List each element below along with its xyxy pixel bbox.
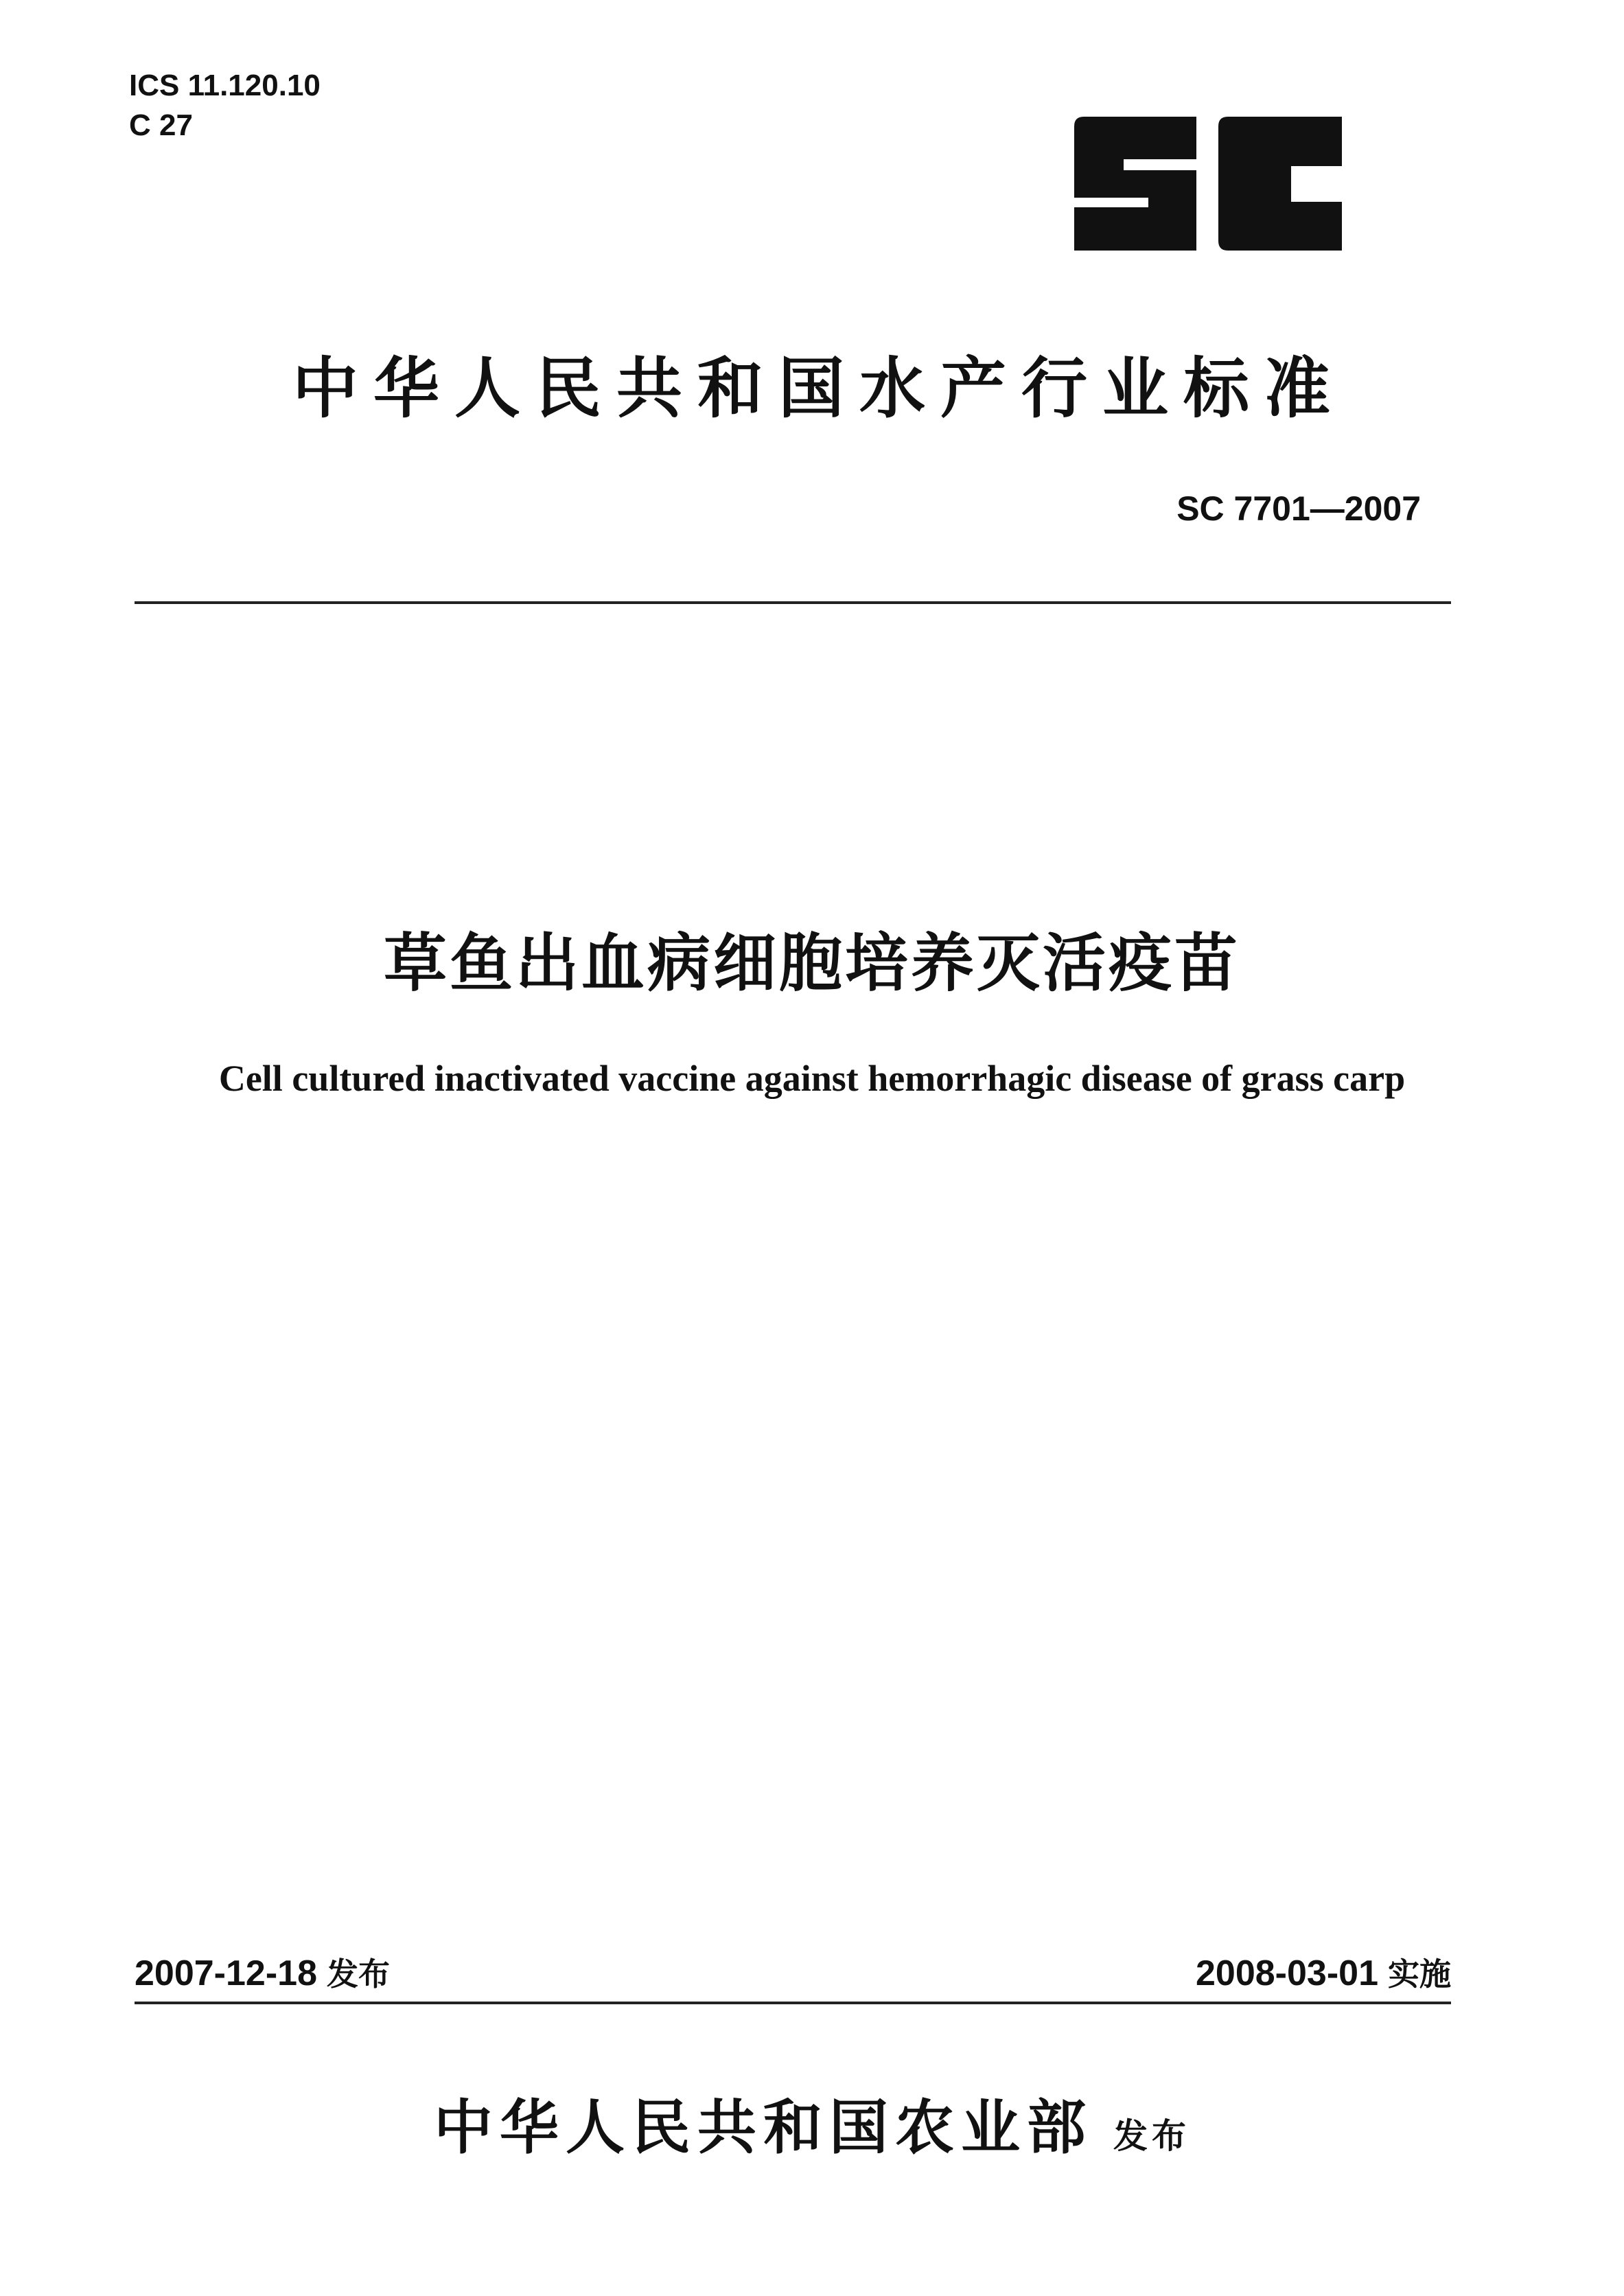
effective-date: 2008-03-01 bbox=[1196, 1953, 1378, 1993]
standard-number: SC 7701—2007 bbox=[1176, 489, 1421, 528]
document-title-en: Cell cultured inactivated vaccine against hemorrhagic disease of grass carp bbox=[218, 1058, 1406, 1099]
release-date: 2007-12-18 bbox=[135, 1953, 317, 1993]
publisher-line bbox=[0, 2080, 1624, 2165]
release-info bbox=[135, 1949, 390, 1995]
sc-logo-letter-s bbox=[1074, 117, 1196, 251]
class-code: C 27 bbox=[129, 108, 193, 142]
top-divider bbox=[135, 601, 1451, 604]
release-label: 发布 bbox=[327, 1956, 390, 1993]
ics-code: ICS 11.120.10 bbox=[129, 69, 321, 102]
sc-logo bbox=[1074, 117, 1342, 251]
sc-logo-letter-c bbox=[1218, 117, 1342, 251]
publisher-label: 发布 bbox=[1113, 2116, 1190, 2156]
effective-label: 实施 bbox=[1388, 1956, 1451, 1993]
bottom-divider bbox=[135, 2002, 1451, 2004]
document-title-cn: 草鱼出血病细胞培养灭活疫苗 bbox=[383, 927, 1240, 1000]
classification-codes bbox=[129, 66, 321, 146]
effective-info bbox=[1196, 1949, 1451, 1995]
publisher-name: 中华人民共和国农业部 bbox=[434, 2094, 1093, 2162]
standard-title: 中华人民共和国水产行业标准 bbox=[292, 350, 1345, 427]
